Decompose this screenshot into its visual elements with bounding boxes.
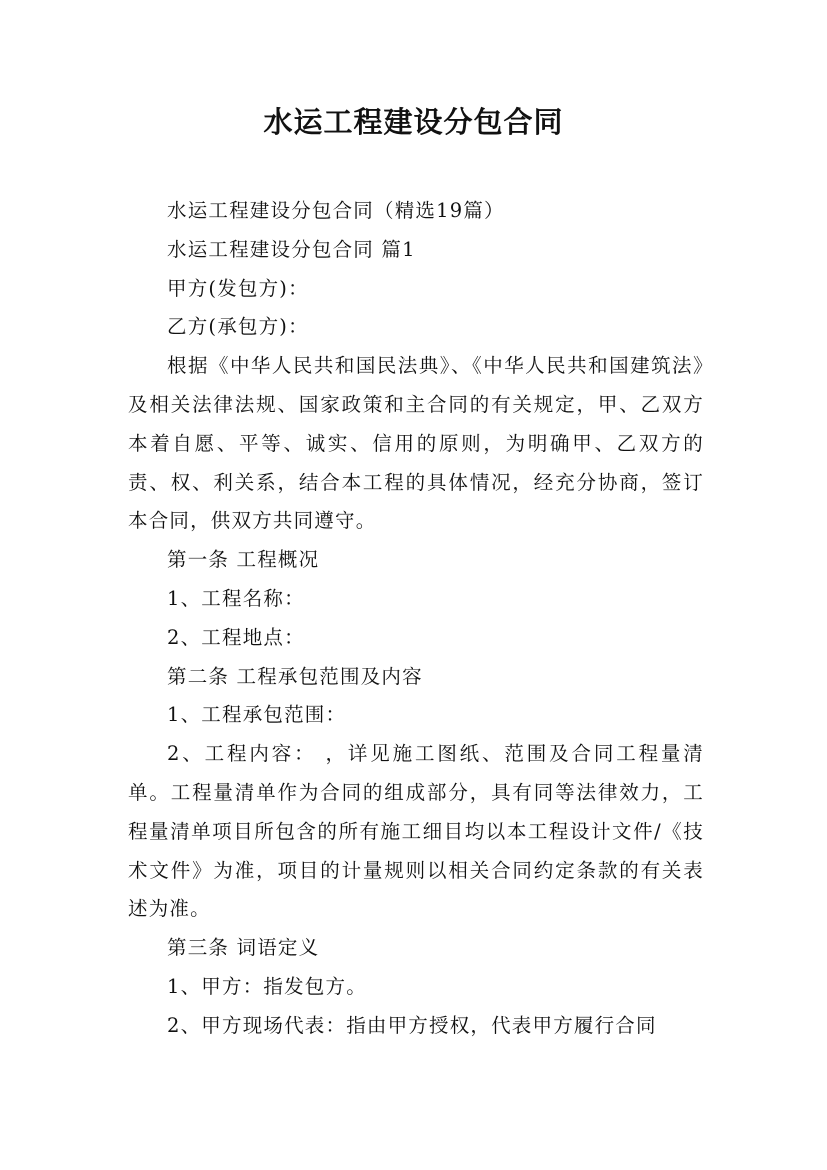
document-body [128,192,704,1046]
paragraph-project-location: 2、工程地点： [167,625,305,649]
paragraph-article-2-heading: 第二条 工程承包范围及内容 [167,664,423,688]
paragraph-content: 2、工程内容： ，详见施工图纸、范围及合同工程量清单。工程量清单作为合同的组成部分，具有同等法律效力，工程量清单项目所包含的所有施工细目均以本工程设计文件/《技术文件》为准，项目的计量规则以相关合同约定条款的有关表述为准。 [128,742,704,921]
paragraph-party-b: 乙方(承包方)： [167,315,309,339]
paragraph-preamble: 根据《中华人民共和国民法典》、《中华人民共和国建筑法》及相关法律法规、国家政策和主合同的有关规定，甲、乙双方本着自愿、平等、诚实、信用的原则，为明确甲、乙双方的责、权、利关系，结合本工程的具体情况，经充分协商，签订本合同，供双方共同遵守。 [128,354,704,533]
paragraph-party-a: 甲方(发包方)： [167,276,309,300]
paragraph-article-1-heading: 第一条 工程概况 [167,548,320,572]
document-title: 水运工程建设分包合同 [263,105,564,139]
paragraph-definition-party-a: 1、甲方：指发包方。 [167,974,367,998]
paragraph-article-3-heading: 第三条 词语定义 [167,936,320,960]
paragraph-scope: 1、工程承包范围： [167,703,347,727]
paragraph-section-heading: 水运工程建设分包合同 篇1 [167,237,416,261]
paragraph-project-name: 1、工程名称： [167,586,305,610]
paragraph-collection-title: 水运工程建设分包合同（精选19篇） [167,199,505,222]
paragraph-definition-representative: 2、甲方现场代表：指由甲方授权，代表甲方履行合同 [167,1013,657,1037]
